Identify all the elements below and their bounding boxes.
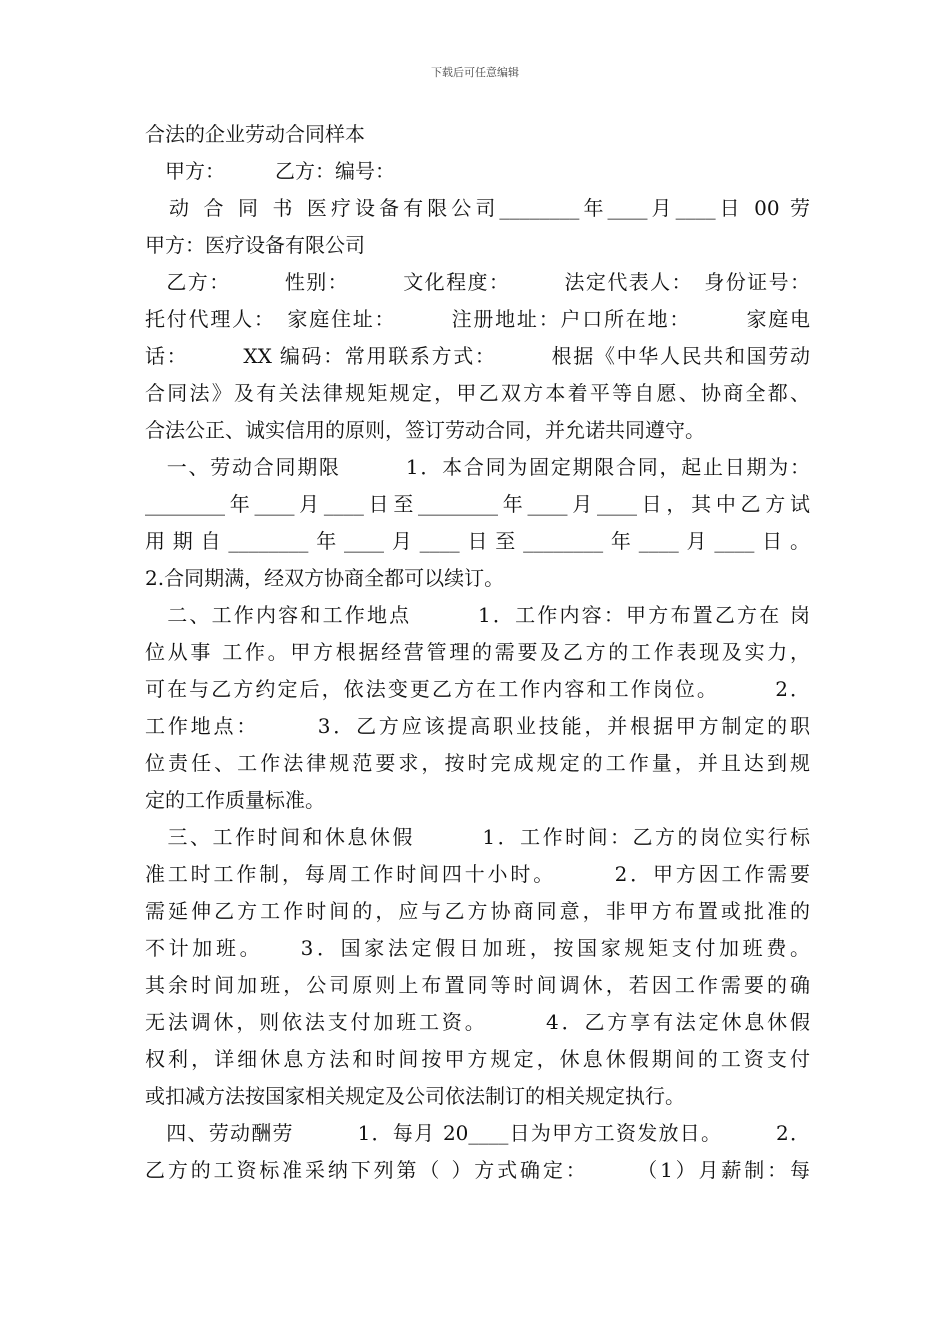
text-line: 位从事 工作。甲方根据经营管理的需要及乙方的工作表现及实力， — [145, 640, 810, 664]
text-line: 不计加班。 3．国家法定假日加班，按国家规矩支付加班费。 — [145, 936, 810, 960]
text-line: ________年____月____日至________年____月____日，其中乙方试 — [145, 492, 810, 516]
page-header-note: 下载后可任意编辑 — [431, 66, 519, 79]
document-title: 合法的企业劳动合同样本 — [145, 122, 365, 146]
text-line: 2.合同期满，经双方协商全都可以续订。 — [145, 566, 505, 590]
text-line: 甲方： 乙方：编号： — [145, 159, 395, 183]
text-line: 合法公正、诚实信用的原则，签订劳动合同，并允诺共同遵守。 — [145, 418, 705, 442]
text-line: 无法调休，则依法支付加班工资。 4．乙方享有法定休息休假 — [145, 1010, 810, 1034]
text-line: 权利，详细休息方法和时间按甲方规定，休息休假期间的工资支付 — [145, 1047, 810, 1071]
text-line: 乙方： 性别： 文化程度： 法定代表人： 身份证号： — [145, 270, 810, 294]
text-line: 准工时工作制，每周工作时间四十小时。 2．甲方因工作需要 — [145, 862, 810, 886]
section-heading-line: 二、工作内容和工作地点 1．工作内容：甲方布置乙方在 岗 — [145, 603, 810, 627]
text-line: 话： XX 编码：常用联系方式： 根据《中华人民共和国劳动 — [145, 344, 810, 368]
text-line: 甲方：医疗设备有限公司 — [145, 233, 365, 257]
text-line: 工作地点： 3．乙方应该提高职业技能，并根据甲方制定的职 — [145, 714, 810, 738]
text-line: 乙方的工资标准采纳下列第（ ）方式确定： （1）月薪制：每 — [145, 1158, 810, 1182]
section-heading-line: 四、劳动酬劳 1．每月 20____日为甲方工资发放日。 2． — [145, 1121, 810, 1145]
contract-body — [145, 116, 810, 1189]
section-heading-line: 三、工作时间和休息休假 1．工作时间：乙方的岗位实行标 — [145, 825, 810, 849]
text-line: 动 合 同 书 医疗设备有限公司________年____月____日 00 劳 — [145, 196, 810, 220]
text-line: 或扣减方法按国家相关规定及公司依法制订的相关规定执行。 — [145, 1084, 685, 1108]
text-line: 可在与乙方约定后，依法变更乙方在工作内容和工作岗位。 2． — [145, 677, 810, 701]
text-line: 定的工作质量标准。 — [145, 788, 325, 812]
text-line: 托付代理人： 家庭住址： 注册地址：户口所在地： 家庭电 — [145, 307, 810, 331]
section-heading-line: 一、劳动合同期限 1．本合同为固定期限合同，起止日期为： — [145, 455, 810, 479]
text-line: 需延伸乙方工作时间的，应与乙方协商同意，非甲方布置或批准的 — [145, 899, 810, 923]
text-line: 合同法》及有关法律规矩规定，甲乙双方本着平等自愿、协商全都、 — [145, 381, 810, 405]
text-line: 用期自________年____月____日至________年____月____日。 — [145, 529, 810, 553]
text-line: 其余时间加班，公司原则上布置同等时间调休，若因工作需要的确 — [145, 973, 810, 997]
text-line: 位责任、工作法律规范要求，按时完成规定的工作量，并且达到规 — [145, 751, 810, 775]
